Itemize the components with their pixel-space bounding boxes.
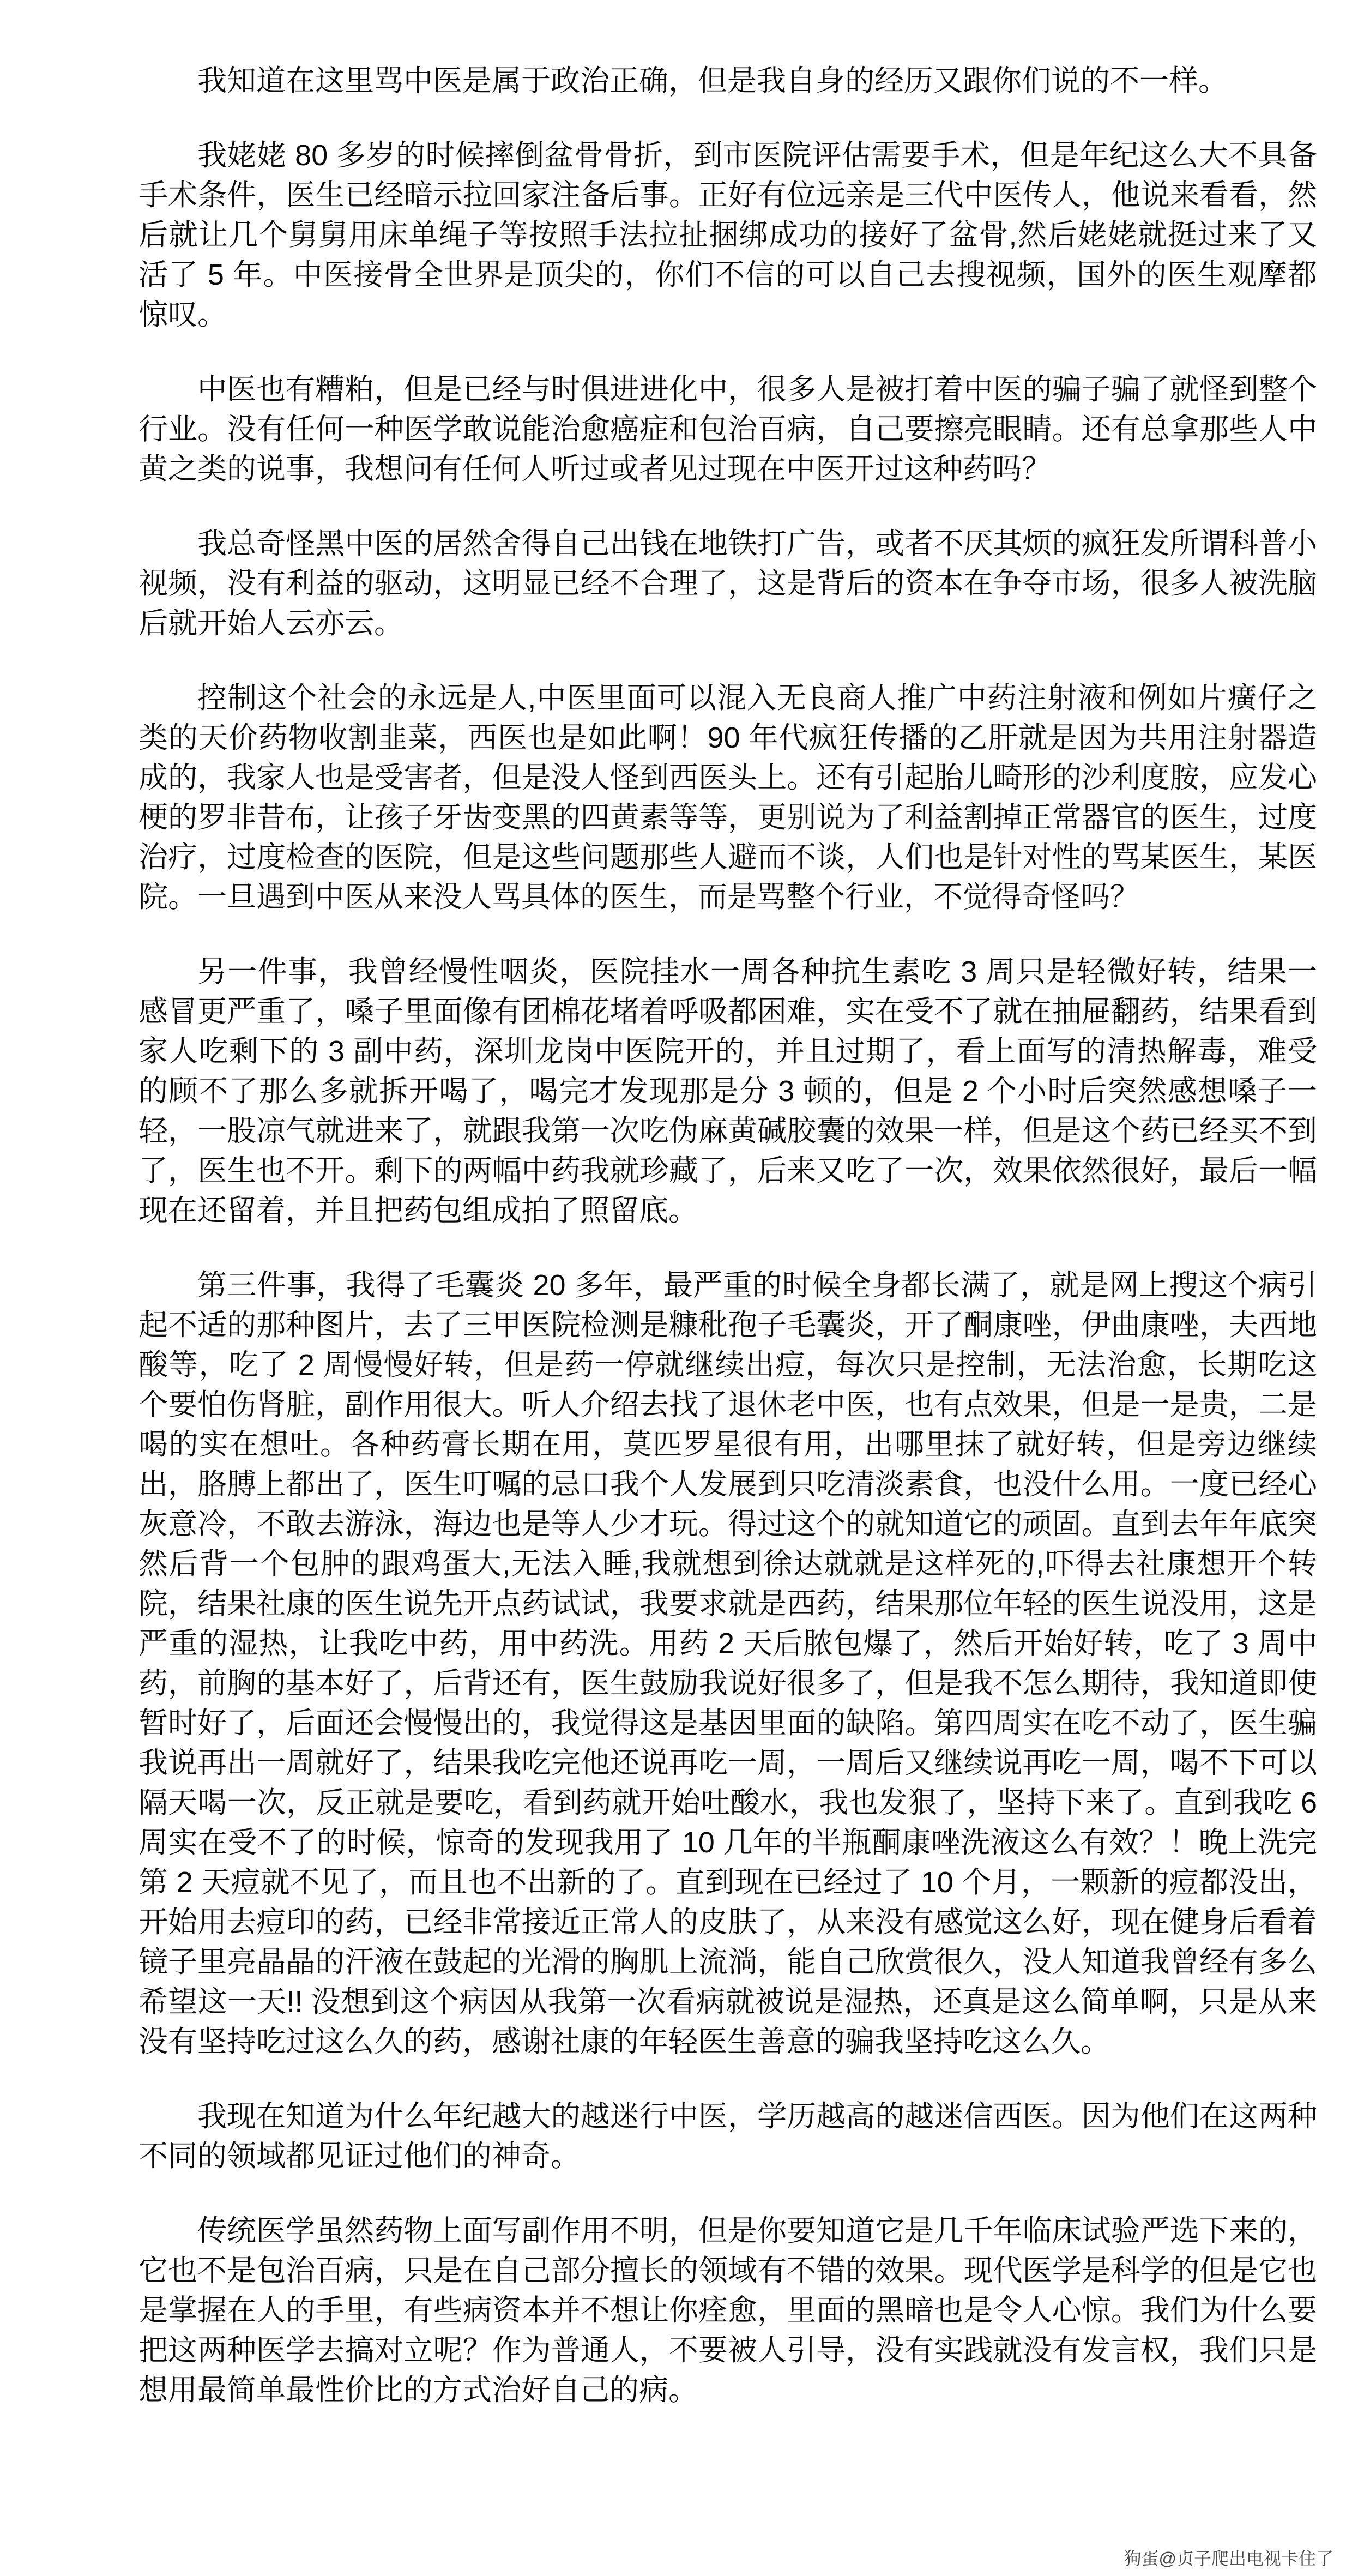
paragraph-conclusion: 传统医学虽然药物上面写副作用不明，但是你要知道它是几千年临床试验严选下来的，它也不是包治百病，只是在自己部分擅长的领域有不错的效果。现代医学是科学的但是它也是掌握在人的手里，有些病资本并不想让你痊愈，里面的黑暗也是令人心惊。我们为什么要把这两种医学去搞对立呢？作为普通人，不要被人引导，没有实践就没有发言权，我们只是想用最简单最性价比的方式治好自己的病。 — [138, 2214, 1317, 2406]
watermark: 狗蛋@贞子爬出电视卡住了 — [1124, 2549, 1333, 2568]
paragraph-capital-and-western-medicine: 控制这个社会的永远是人,中医里面可以混入无良商人推广中药注射液和例如片癀仔之类的天价药物收割韭菜，西医也是如此啊！90 年代疯狂传播的乙肝就是因为共用注射器造成的，我家人也是受害者，但是没人怪到西医头上。还有引起胎儿畸形的沙利度胺，应发心梗的罗非昔布，让孩子牙齿变黑的四黄素等等，更别说为了利益割掉正常器官的医生，过度治疗，过度检查的医院，但是这些问题那些人避而不谈，人们也是针对性的骂某医生，某医院。一旦遇到中医从来没人骂具体的医生，而是骂整个行业，不觉得奇怪吗？ — [138, 682, 1317, 913]
paragraph-subway-ads: 我总奇怪黑中医的居然舍得自己出钱在地铁打广告，或者不厌其烦的疯狂发所谓科普小视频，没有利益的驱动，这明显已经不合理了，这是背后的资本在争夺市场，很多人被洗脑后就开始人云亦云。 — [138, 527, 1317, 640]
paragraph-dross-and-swindlers: 中医也有糟粕，但是已经与时俱进进化中，很多人是被打着中医的骗子骗了就怪到整个行业。没有任何一种医学敢说能治愈癌症和包治百病，自己要擦亮眼睛。还有总拿那些人中黄之类的说事，我想问有任何人听过或者见过现在中医开过这种药吗？ — [138, 373, 1317, 485]
paragraph-pharyngitis-story: 另一件事，我曾经慢性咽炎，医院挂水一周各种抗生素吃 3 周只是轻微好转，结果一感冒更严重了，嗓子里面像有团棉花堵着呼吸都困难，实在受不了就在抽屉翻药，结果看到家人吃剩下的 3 副中药，深圳龙岗中医院开的，并且过期了，看上面写的清热解毒，难受的顾不了那么多就拆开喝了，喝完才发现那是分 3 顿的，但是 2 个小时后突然感想嗓子一轻，一股凉气就进来了，就跟我第一次吃伪麻黄碱胶囊的效果一样，但是这个药已经买不到了，医生也不开。剩下的两幅中药我就珍藏了，后来又吃了一次，效果依然很好，最后一幅现在还留着，并且把药包组成拍了照留底。 — [138, 955, 1317, 1227]
paragraph-intro: 我知道在这里骂中医是属于政治正确，但是我自身的经历又跟你们说的不一样。 — [197, 64, 1228, 97]
paragraph-grandma-bonesetting: 我姥姥 80 多岁的时候摔倒盆骨骨折，到市医院评估需要手术，但是年纪这么大不具备手术条件，医生已经暗示拉回家注备后事。正好有位远亲是三代中医传人，他说来看看，然后就让几个舅舅用床单绳子等按照手法拉扯捆绑成功的接好了盆骨,然后姥姥就挺过来了又活了 5 年。中医接骨全世界是顶尖的，你们不信的可以自己去搜视频，国外的医生观摩都惊叹。 — [138, 139, 1317, 331]
paragraph-age-and-belief: 我现在知道为什么年纪越大的越迷行中医，学历越高的越迷信西医。因为他们在这两种不同的领域都见证过他们的神奇。 — [138, 2100, 1317, 2172]
paragraph-folliculitis-story: 第三件事，我得了毛囊炎 20 多年，最严重的时候全身都长满了，就是网上搜这个病引起不适的那种图片，去了三甲医院检测是糠秕孢子毛囊炎，开了酮康唑，伊曲康唑，夫西地酸等，吃了 2 周慢慢好转，但是药一停就继续出痘，每次只是控制，无法治愈，长期吃这个要怕伤肾脏，副作用很大。听人介绍去找了退休老中医，也有点效果，但是一是贵，二是喝的实在想吐。各种药膏长期在用，莫匹罗星很有用，出哪里抹了就好转，但是旁边继续出，胳膊上都出了，医生叮嘱的忌口我个人发展到只吃清淡素食，也没什么用。一度已经心灰意冷，不敢去游泳，海边也是等人少才玩。得过这个的就知道它的顽固。直到去年年底突然后背一个包肿的跟鸡蛋大,无法入睡,我就想到徐达就就是这样死的,吓得去社康想开个转院，结果社康的医生说先开点药试试，我要求就是西药，结果那位年轻的医生说没用，这是严重的湿热，让我吃中药，用中药洗。用药 2 天后脓包爆了，然后开始好转，吃了 3 周中药，前胸的基本好了，后背还有，医生鼓励我说好很多了，但是我不怎么期待，我知道即使暂时好了，后面还会慢慢出的，我觉得这是基因里面的缺陷。第四周实在吃不动了，医生骗我说再出一周就好了，结果我吃完他还说再吃一周，一周后又继续说再吃一周，喝不下可以隔天喝一次，反正就是要吃，看到药就开始吐酸水，我也发狠了，坚持下来了。直到我吃 6 周实在受不了的时候，惊奇的发现我用了 10 几年的半瓶酮康唑洗液这么有效？！晚上洗完第 2 天痘就不见了，而且也不出新的了。直到现在已经过了 10 个月，一颗新的痘都没出，开始用去痘印的药，已经非常接近正常人的皮肤了，从来没有感觉这么好，现在健身后看着镜子里亮晶晶的汗液在鼓起的光滑的胸肌上流淌，能自己欣赏很久，没人知道我曾经有多么希望这一天!! 没想到这个病因从我第一次看病就被说是湿热，还真是这么简单啊，只是从来没有坚持吃过这么久的药，感谢社康的年轻医生善意的骗我坚持吃这么久。 — [138, 1269, 1317, 2058]
